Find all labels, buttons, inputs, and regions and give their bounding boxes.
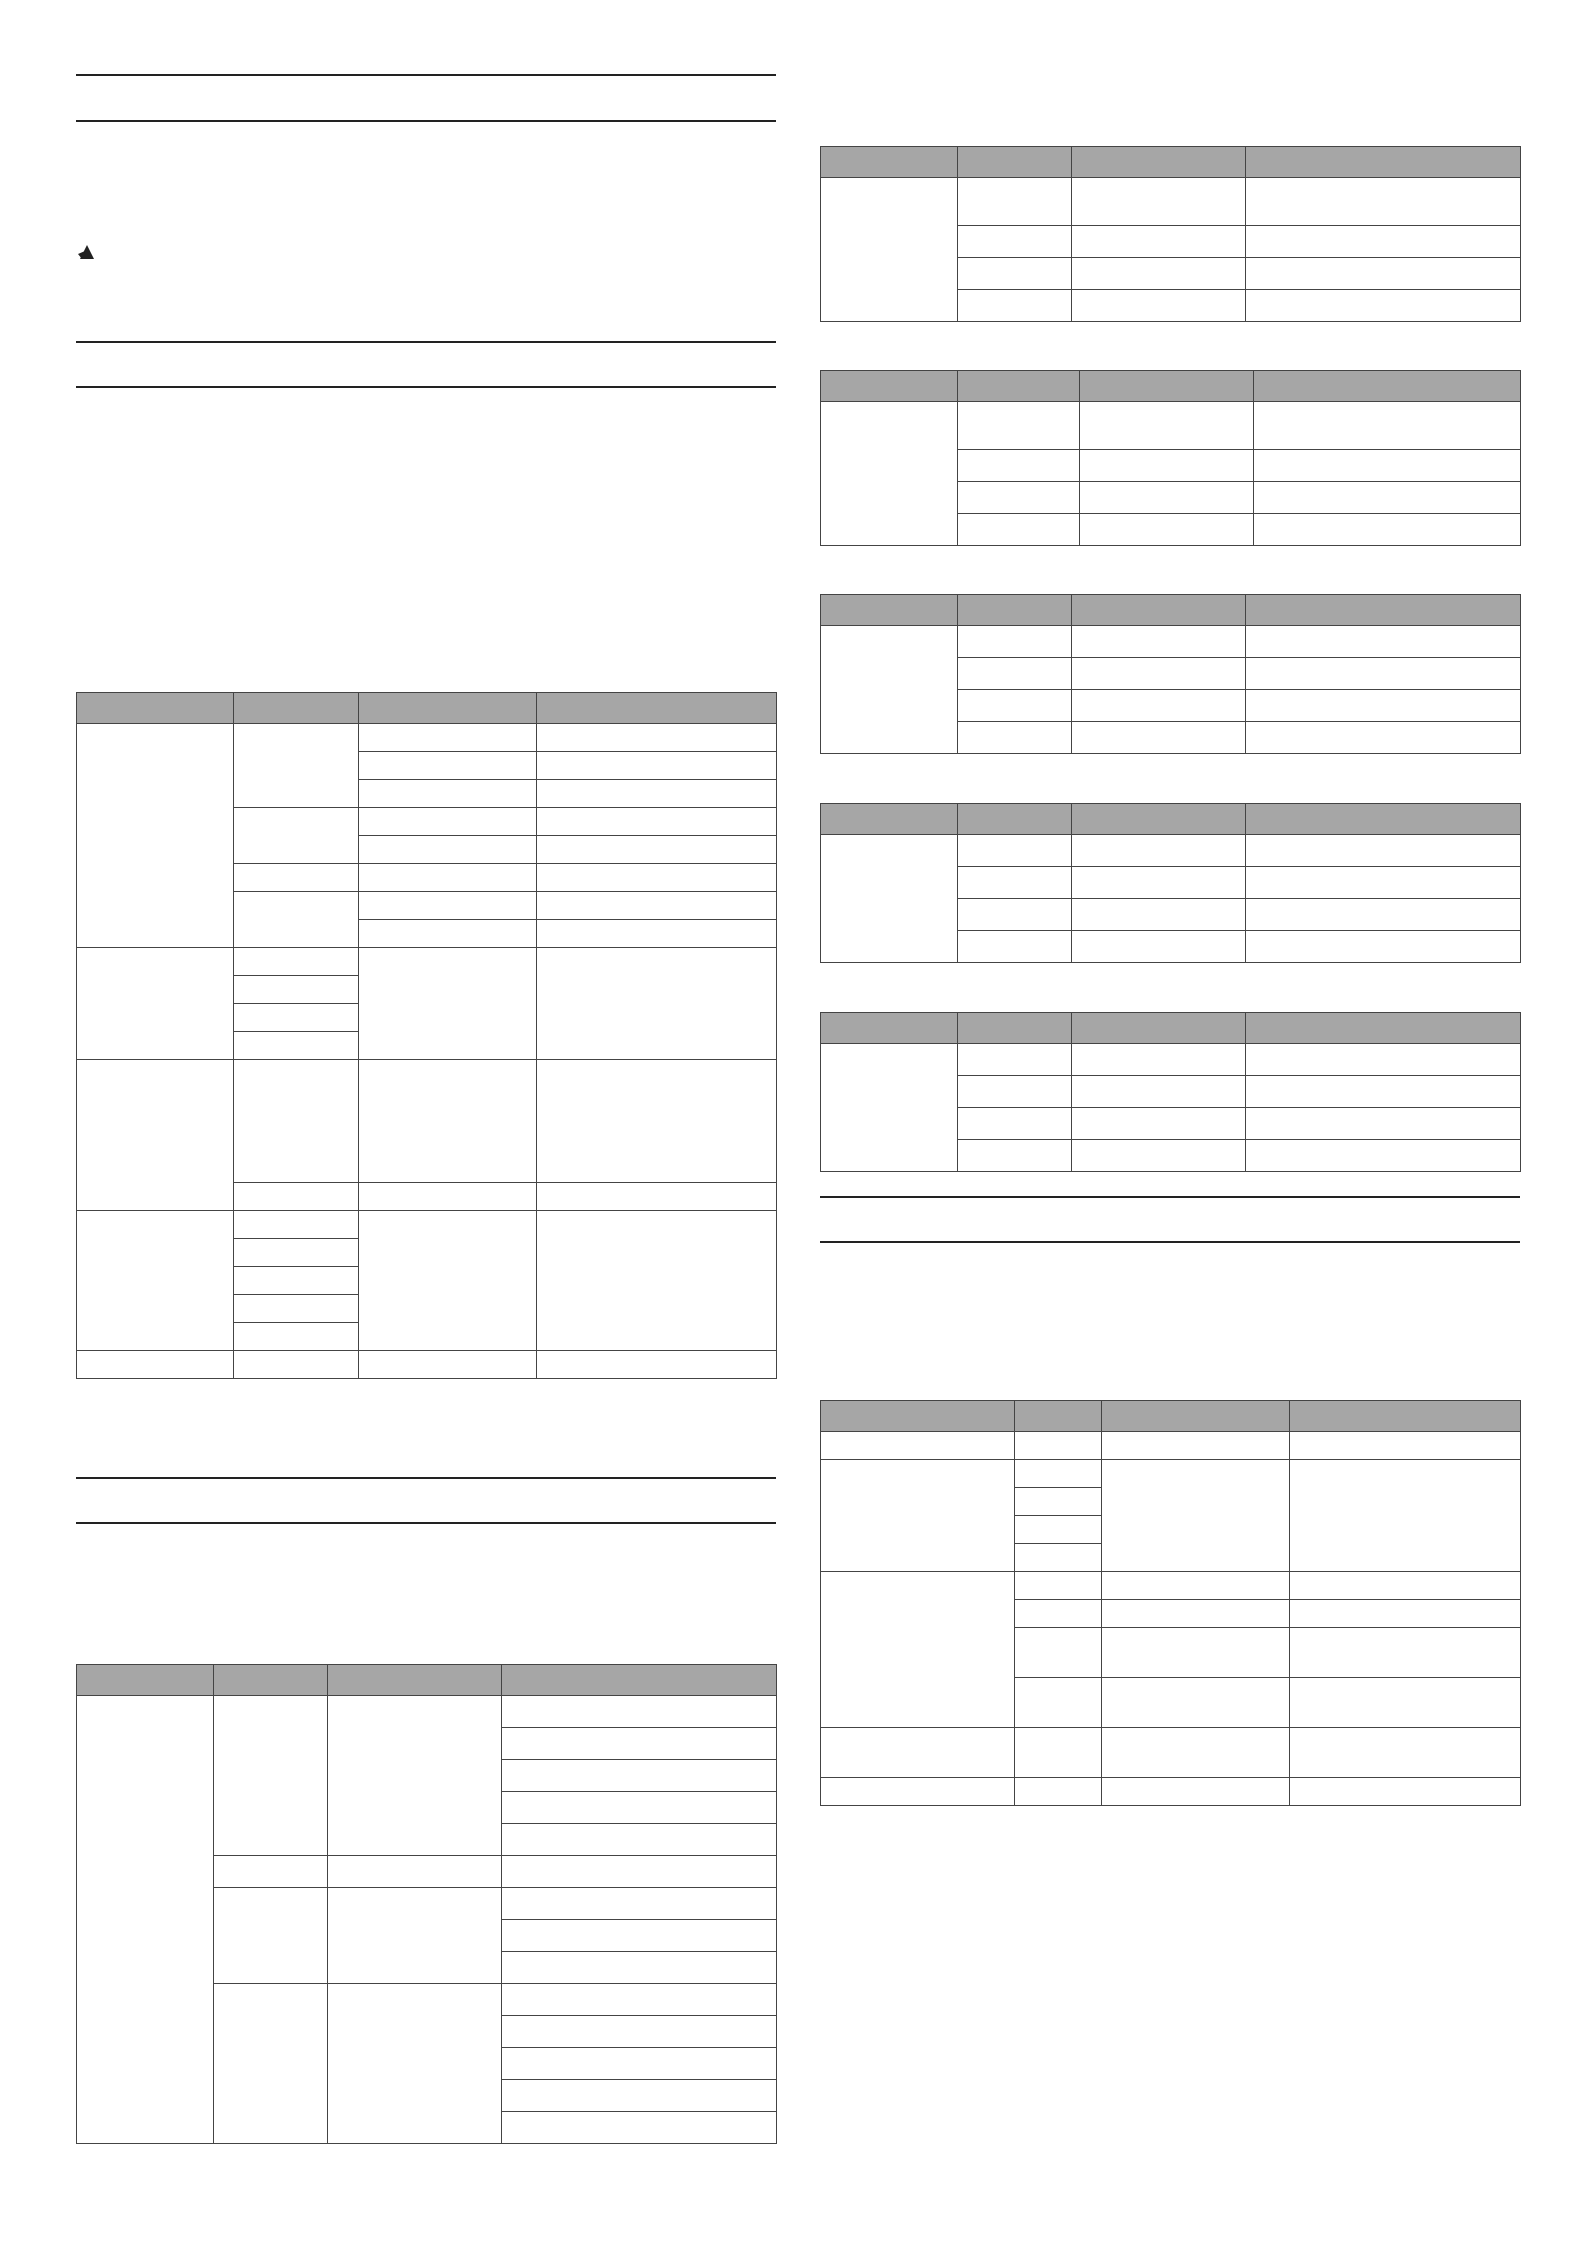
table-cell: [1246, 722, 1521, 754]
table-row: [821, 626, 1521, 658]
table-cell: [821, 1044, 958, 1172]
table-header-cell: [537, 693, 777, 724]
table-cell: [1072, 1108, 1246, 1140]
table-row: [821, 1778, 1521, 1806]
table-cell: [1072, 931, 1246, 963]
table-cell: [958, 690, 1072, 722]
table-cell: [1246, 899, 1521, 931]
table-cell: [502, 1984, 777, 2016]
table-cell: [328, 1856, 502, 1888]
table-cell: [537, 1351, 777, 1379]
table-row: [821, 1728, 1521, 1778]
table-header-cell: [821, 595, 958, 626]
table-cell: [1290, 1432, 1521, 1460]
table-cell: [1290, 1778, 1521, 1806]
table-cell: [958, 722, 1072, 754]
table-row: [77, 1351, 777, 1379]
table-cell: [537, 808, 777, 836]
table-cell: [1072, 1044, 1246, 1076]
table-cell: [1246, 1108, 1521, 1140]
table-header-cell: [77, 693, 234, 724]
table-cell: [1290, 1600, 1521, 1628]
table-cell: [1072, 1076, 1246, 1108]
table-cell: [1102, 1728, 1290, 1778]
table-cell: [537, 752, 777, 780]
table-cell: [537, 948, 777, 1060]
table-cell: [537, 724, 777, 752]
table-cell: [502, 2112, 777, 2144]
table-cell: [958, 867, 1072, 899]
section-rule: [76, 386, 776, 388]
table-cell: [1015, 1516, 1102, 1544]
table-cell: [1072, 899, 1246, 931]
table-cell: [502, 2080, 777, 2112]
table-5: [820, 594, 1521, 754]
table-cell: [958, 450, 1080, 482]
table-cell: [1246, 1044, 1521, 1076]
table-cell: [1015, 1778, 1102, 1806]
table-cell: [1290, 1628, 1521, 1678]
table-header-cell: [1072, 147, 1246, 178]
table-cell: [1290, 1728, 1521, 1778]
table-row: [821, 402, 1521, 450]
table-cell: [1072, 658, 1246, 690]
table-cell: [359, 1351, 537, 1379]
table-cell: [958, 658, 1072, 690]
table-cell: [234, 808, 359, 864]
table-2: [76, 1664, 777, 2144]
table-cell: [359, 780, 537, 808]
table-row: [77, 1211, 777, 1239]
table-header-cell: [328, 1665, 502, 1696]
table-header-cell: [958, 595, 1072, 626]
section-rule: [820, 1196, 1520, 1198]
table-cell: [821, 1432, 1015, 1460]
table-cell: [1080, 450, 1254, 482]
table-cell: [1246, 1140, 1521, 1172]
table-cell: [77, 948, 234, 1060]
table-cell: [537, 780, 777, 808]
table-cell: [958, 1140, 1072, 1172]
table-cell: [234, 976, 359, 1004]
table-cell: [214, 1696, 328, 1856]
table-cell: [1254, 514, 1521, 546]
table-row: [821, 835, 1521, 867]
table-cell: [1102, 1628, 1290, 1678]
table-cell: [958, 1076, 1072, 1108]
table-cell: [502, 2048, 777, 2080]
table-cell: [821, 402, 958, 546]
table-cell: [958, 258, 1072, 290]
table-cell: [1072, 835, 1246, 867]
table-cell: [1072, 722, 1246, 754]
table-row: [821, 1572, 1521, 1600]
table-cell: [821, 835, 958, 963]
table-cell: [359, 724, 537, 752]
table-cell: [1072, 1140, 1246, 1172]
table-header-cell: [359, 693, 537, 724]
table-cell: [214, 1856, 328, 1888]
table-header-cell: [821, 147, 958, 178]
table-cell: [1254, 450, 1521, 482]
table-header-cell: [821, 371, 958, 402]
table-cell: [77, 1696, 214, 2144]
table-cell: [958, 290, 1072, 322]
table-cell: [1080, 402, 1254, 450]
table-3: [820, 146, 1521, 322]
table-cell: [1246, 658, 1521, 690]
table-cell: [234, 892, 359, 948]
table-cell: [359, 808, 537, 836]
table-header-cell: [77, 1665, 214, 1696]
table-row: [77, 724, 777, 752]
table-cell: [1015, 1728, 1102, 1778]
table-row: [821, 1460, 1521, 1488]
table-cell: [1290, 1678, 1521, 1728]
table-cell: [1080, 482, 1254, 514]
table-cell: [359, 752, 537, 780]
table-cell: [958, 482, 1080, 514]
table-header-cell: [958, 804, 1072, 835]
table-cell: [1015, 1678, 1102, 1728]
table-cell: [1254, 402, 1521, 450]
table-row: [77, 948, 777, 976]
table-header-cell: [502, 1665, 777, 1696]
table-header-cell: [1246, 804, 1521, 835]
table-cell: [1290, 1460, 1521, 1572]
table-cell: [234, 1239, 359, 1267]
table-cell: [1015, 1460, 1102, 1488]
table-cell: [359, 892, 537, 920]
table-row: [77, 1696, 777, 1728]
table-row: [821, 1044, 1521, 1076]
table-cell: [1102, 1460, 1290, 1572]
table-cell: [1246, 1076, 1521, 1108]
table-header-cell: [1080, 371, 1254, 402]
table-cell: [1246, 835, 1521, 867]
table-cell: [359, 1060, 537, 1183]
table-cell: [1102, 1432, 1290, 1460]
table-cell: [1246, 226, 1521, 258]
table-cell: [502, 1696, 777, 1728]
table-cell: [77, 1351, 234, 1379]
table-cell: [1015, 1572, 1102, 1600]
table-cell: [359, 1183, 537, 1211]
table-cell: [359, 920, 537, 948]
table-cell: [537, 1183, 777, 1211]
table-cell: [234, 1267, 359, 1295]
table-cell: [537, 920, 777, 948]
table-cell: [1102, 1778, 1290, 1806]
section-rule: [76, 1477, 776, 1479]
table-cell: [234, 1032, 359, 1060]
table-cell: [958, 514, 1080, 546]
table-cell: [1246, 178, 1521, 226]
table-cell: [1072, 626, 1246, 658]
table-cell: [234, 1295, 359, 1323]
table-cell: [214, 1888, 328, 1984]
table-cell: [502, 1792, 777, 1824]
table-cell: [328, 1984, 502, 2144]
section-rule: [76, 74, 776, 76]
table-cell: [958, 1044, 1072, 1076]
table-cell: [1015, 1544, 1102, 1572]
table-cell: [821, 178, 958, 322]
table-cell: [1072, 690, 1246, 722]
table-cell: [214, 1984, 328, 2144]
table-header-cell: [234, 693, 359, 724]
table-cell: [1246, 626, 1521, 658]
table-8: [820, 1400, 1521, 1806]
section-rule: [76, 1522, 776, 1524]
table-4: [820, 370, 1521, 546]
table-cell: [537, 864, 777, 892]
table-cell: [1102, 1572, 1290, 1600]
section-rule: [76, 120, 776, 122]
table-cell: [77, 724, 234, 948]
table-header-cell: [821, 1401, 1015, 1432]
table-cell: [1246, 867, 1521, 899]
table-cell: [359, 864, 537, 892]
table-cell: [958, 1108, 1072, 1140]
table-header-cell: [1290, 1401, 1521, 1432]
table-6: [820, 803, 1521, 963]
table-row: [821, 1432, 1521, 1460]
table-header-cell: [1254, 371, 1521, 402]
table-cell: [502, 1824, 777, 1856]
table-cell: [77, 1060, 234, 1211]
table-cell: [1015, 1488, 1102, 1516]
table-cell: [234, 1060, 359, 1183]
table-1: [76, 692, 777, 1379]
table-cell: [328, 1696, 502, 1856]
table-cell: [1072, 178, 1246, 226]
table-header-cell: [1072, 1013, 1246, 1044]
table-cell: [1015, 1628, 1102, 1678]
table-cell: [1246, 931, 1521, 963]
table-cell: [958, 835, 1072, 867]
table-cell: [821, 1778, 1015, 1806]
table-cell: [958, 178, 1072, 226]
table-cell: [359, 948, 537, 1060]
table-header-cell: [1102, 1401, 1290, 1432]
table-header-cell: [821, 804, 958, 835]
table-cell: [1102, 1600, 1290, 1628]
table-cell: [821, 1728, 1015, 1778]
table-header-cell: [958, 371, 1080, 402]
table-cell: [234, 864, 359, 892]
table-cell: [821, 1460, 1015, 1572]
table-header-cell: [1246, 1013, 1521, 1044]
table-cell: [502, 2016, 777, 2048]
table-cell: [234, 1351, 359, 1379]
table-header-cell: [958, 147, 1072, 178]
table-cell: [502, 1888, 777, 1920]
table-cell: [502, 1856, 777, 1888]
table-cell: [1246, 258, 1521, 290]
table-cell: [537, 1060, 777, 1183]
table-cell: [1072, 290, 1246, 322]
table-cell: [1246, 290, 1521, 322]
table-cell: [1072, 258, 1246, 290]
table-cell: [234, 1183, 359, 1211]
table-cell: [821, 1572, 1015, 1728]
table-cell: [958, 626, 1072, 658]
table-cell: [1246, 690, 1521, 722]
table-cell: [328, 1888, 502, 1984]
table-cell: [1072, 226, 1246, 258]
table-cell: [537, 1211, 777, 1351]
table-cell: [958, 899, 1072, 931]
table-cell: [234, 1211, 359, 1239]
table-cell: [234, 948, 359, 976]
table-header-cell: [821, 1013, 958, 1044]
table-header-cell: [1072, 804, 1246, 835]
table-7: [820, 1012, 1521, 1172]
table-cell: [1072, 867, 1246, 899]
table-cell: [958, 226, 1072, 258]
table-header-cell: [214, 1665, 328, 1696]
table-cell: [234, 724, 359, 808]
table-cell: [502, 1920, 777, 1952]
table-cell: [359, 836, 537, 864]
table-header-cell: [1246, 147, 1521, 178]
section-rule: [76, 341, 776, 343]
table-cell: [502, 1952, 777, 1984]
table-cell: [502, 1728, 777, 1760]
warning-icon: [76, 242, 98, 262]
table-cell: [234, 1004, 359, 1032]
table-cell: [234, 1323, 359, 1351]
table-row: [77, 1060, 777, 1183]
table-cell: [537, 836, 777, 864]
table-cell: [1254, 482, 1521, 514]
table-cell: [821, 626, 958, 754]
table-header-cell: [1015, 1401, 1102, 1432]
table-cell: [958, 931, 1072, 963]
table-row: [821, 178, 1521, 226]
table-cell: [77, 1211, 234, 1351]
table-cell: [502, 1760, 777, 1792]
table-cell: [1290, 1572, 1521, 1600]
section-rule: [820, 1241, 1520, 1243]
table-header-cell: [1072, 595, 1246, 626]
table-cell: [1102, 1678, 1290, 1728]
table-header-cell: [958, 1013, 1072, 1044]
table-cell: [1080, 514, 1254, 546]
table-header-cell: [1246, 595, 1521, 626]
table-cell: [359, 1211, 537, 1351]
table-cell: [958, 402, 1080, 450]
table-cell: [1015, 1600, 1102, 1628]
table-cell: [1015, 1432, 1102, 1460]
table-cell: [537, 892, 777, 920]
